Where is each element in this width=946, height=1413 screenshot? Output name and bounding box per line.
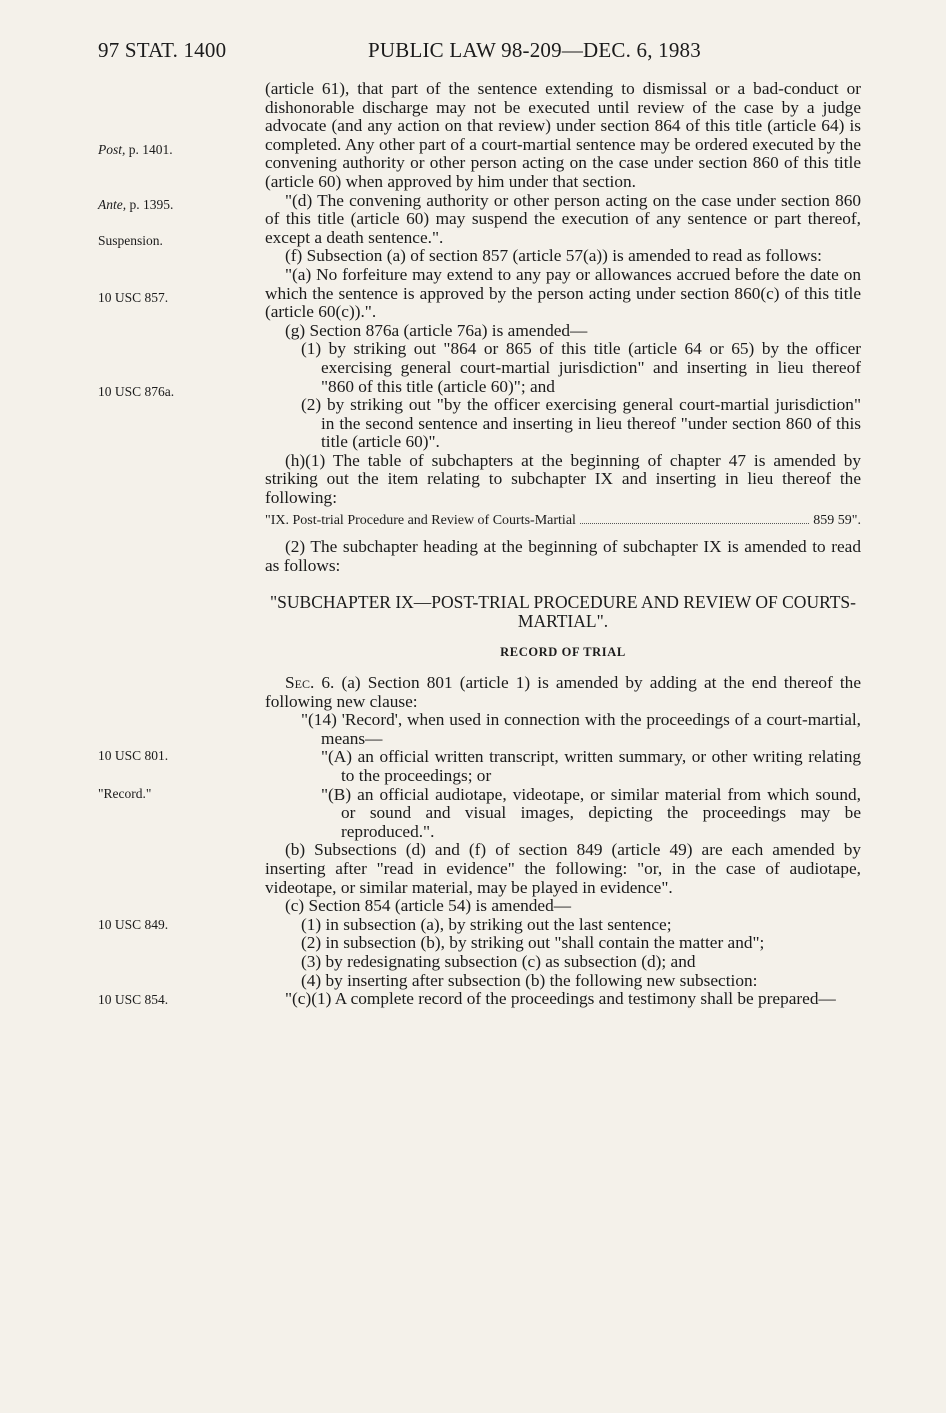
- margin-note-suspension: Suspension.: [98, 233, 163, 248]
- subchapter-heading: "SUBCHAPTER IX—POST-TRIAL PROCEDURE AND REVIEW OF COURTS-MARTIAL".: [270, 592, 856, 632]
- paragraph: "(d) The convening authority or other person acting on the case under section 860 of this title (article 60) may suspend the execution of any sentence or part thereof, except a death sentence.".: [265, 190, 861, 247]
- main-text: [265, 80, 861, 1009]
- paragraph: (3) by redesignating subsection (c) as subsection (d); and: [301, 951, 696, 971]
- section-label: Sec.: [285, 673, 315, 693]
- paragraph: (h)(1) The table of subchapters at the beginning of chapter 47 is amended by striking out the item relating to subchapter IX and inserting in lieu thereof the following:: [265, 450, 861, 508]
- paragraph: Sec. 6. (a) Section 801 (article 1) is amended by adding at the end thereof the following new clause:: [265, 673, 861, 711]
- paragraph: "(a) No forfeiture may extend to any pay or allowances accrued before the date on which the sentence is approved by the person acting under section 860(c) of this title (article 60(c)).".: [265, 264, 861, 322]
- paragraph: (article 61), that part of the sentence extending to dismissal or a bad-conduct or dishonorable discharge may not be executed until review of the case by a judge advocate (and any action on that review) under section 864 of this title (article 64) is completed. Any other part of a court-martial sentence may be ordered executed by the convening authority or other person acting on the case under section 860 of this title (article 60) when approved by him under that section.: [265, 79, 861, 191]
- margin-note-post: Post, p. 1401.: [98, 142, 173, 157]
- margin-note-usc854: 10 USC 854.: [98, 992, 169, 1007]
- paragraph: (2) by striking out "by the officer exercising general court-martial jurisdiction" in the second sentence and inserting in lieu thereof "under section 860 of this title (article 60)".: [301, 395, 861, 452]
- paragraph: (f) Subsection (a) of section 857 (article 57(a)) is amended to read as follows:: [285, 246, 822, 266]
- page-law-title: PUBLIC LAW 98-209—DEC. 6, 1983: [368, 38, 701, 62]
- margin-note-record: "Record.": [98, 786, 152, 801]
- table-item-numbers: 859 59".: [813, 512, 861, 528]
- margin-note-usc876a: 10 USC 876a.: [98, 384, 175, 399]
- paragraph: (4) by inserting after subsection (b) the following new subsection:: [301, 970, 758, 990]
- paragraph: (c) Section 854 (article 54) is amended—: [285, 896, 572, 916]
- paragraph: "(c)(1) A complete record of the proceedings and testimony shall be prepared—: [285, 989, 836, 1009]
- table-item-line: [265, 512, 861, 531]
- table-item-text: "IX. Post-trial Procedure and Review of Courts-Martial: [265, 512, 576, 528]
- margin-note-usc849: 10 USC 849.: [98, 917, 169, 932]
- paragraph: (2) in subsection (b), by striking out "shall contain the matter and";: [301, 933, 765, 953]
- record-of-trial-heading: RECORD OF TRIAL: [500, 645, 626, 660]
- paragraph: (1) by striking out "864 or 865 of this title (article 64 or 65) by the officer exercising general court-martial jurisdiction" and inserting in lieu thereof "860 of this title (article 60)"; and: [301, 339, 861, 396]
- paragraph: (g) Section 876a (article 76a) is amended—: [285, 320, 588, 340]
- paragraph: (1) in subsection (a), by striking out the last sentence;: [301, 914, 672, 934]
- margin-note-usc857: 10 USC 857.: [98, 290, 169, 305]
- paragraph: (b) Subsections (d) and (f) of section 849 (article 49) are each amended by inserting after "read in evidence" the following: "or, in the case of audiotape, videotape, or similar material, may be played in evidence".: [265, 840, 861, 897]
- leader-dots: [580, 523, 809, 524]
- paragraph: "(B) an official audiotape, videotape, or similar material from which sound, or sound and visual images, depicting the proceedings may be reproduced.".: [321, 784, 861, 841]
- paragraph: (2) The subchapter heading at the beginning of subchapter IX is amended to read as follows:: [265, 537, 861, 575]
- page-stat-number: 97 STAT. 1400: [98, 38, 227, 62]
- margin-note-usc801: 10 USC 801.: [98, 748, 169, 763]
- margin-note-ante: Ante, p. 1395.: [98, 197, 174, 212]
- paragraph: "(14) 'Record', when used in connection with the proceedings of a court-martial, means—: [301, 710, 861, 748]
- paragraph: "(A) an official written transcript, written summary, or other writing relating to the proceedings; or: [321, 747, 861, 785]
